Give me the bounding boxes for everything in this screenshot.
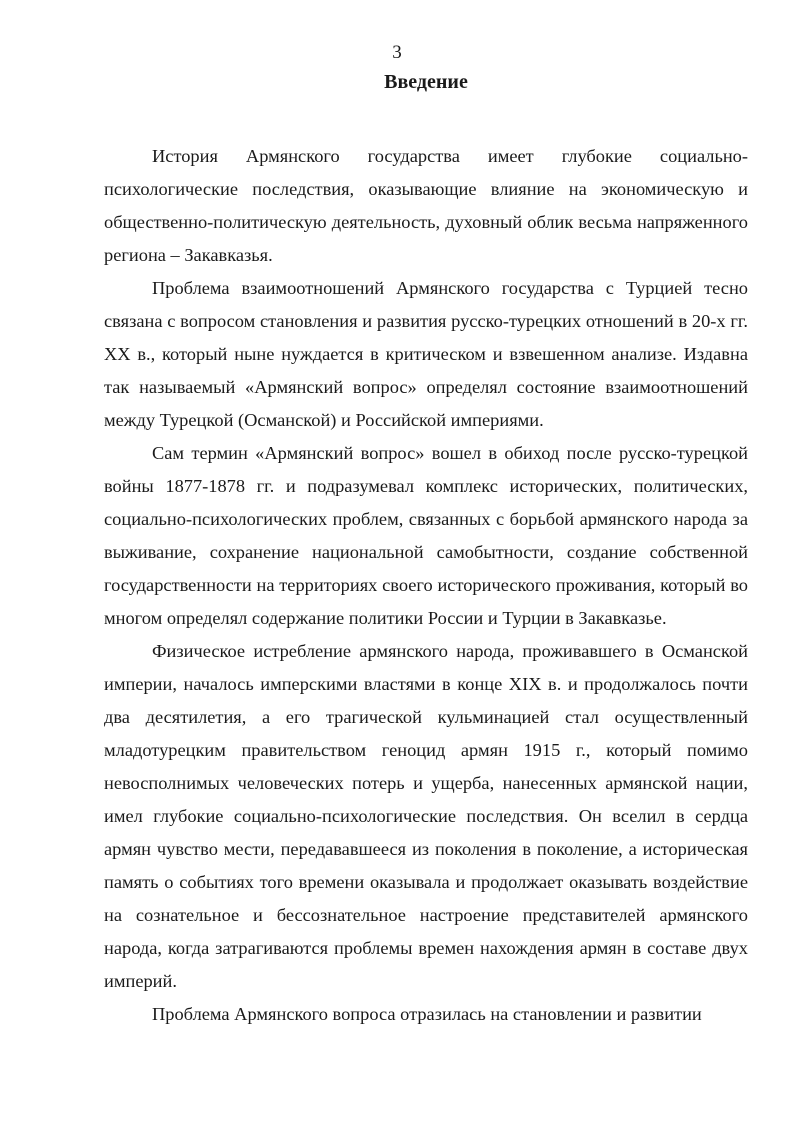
page-title: Введение [384, 71, 468, 93]
paragraph-5: Проблема Армянского вопроса отразилась на становлении и развитии [152, 1004, 702, 1024]
paragraph-3: Сам термин «Армянский вопрос» вошел в обиход после русско-турецкой войны 1877-1878 гг. и подразумевал комплекс исторических, политических, социально-психологических проблем, связанных с борьбой армянского народа за выживание, сохранение национальной самобытности, создание собственной государственности на территориях своего исторического проживания, который во многом определял содержание политики России и Турции в Закавказье. [104, 443, 748, 628]
paragraph-2: Проблема взаимоотношений Армянского государства с Турцией тесно связана с вопросом становления и развития русско-турецких отношений в 20-х гг. XX в., который ныне нуждается в критическом и взвешенном анализе. Издавна так называемый «Армянский вопрос» определял состояние взаимоотношений между Турецкой (Османской) и Российской империями. [104, 278, 748, 430]
paragraph-1: История Армянского государства имеет глубокие социально-психологические последствия, оказывающие влияние на экономическую и общественно-политическую деятельность, духовный облик весьма напряженного региона – Закавказья. [104, 146, 748, 265]
body-text [104, 140, 748, 1031]
paragraph-4: Физическое истребление армянского народа, проживавшего в Османской империи, началось имперскими властями в конце XIX в. и продолжалось почти два десятилетия, а его трагической кульминацией стал осуществленный младотурецким правительством геноцид армян 1915 г., который помимо невосполнимых человеческих потерь и ущерба, нанесенных армянской нации, имел глубокие социально-психологические последствия. Он вселил в сердца армян чувство мести, передававшееся из поколения в поколение, а историческая память о событиях того времени оказывала и продолжает оказывать воздействие на сознательное и бессознательное настроение представителей армянского народа, когда затрагиваются проблемы времен нахождения армян в составе двух империй. [104, 641, 748, 991]
page-number: 3 [392, 42, 402, 63]
